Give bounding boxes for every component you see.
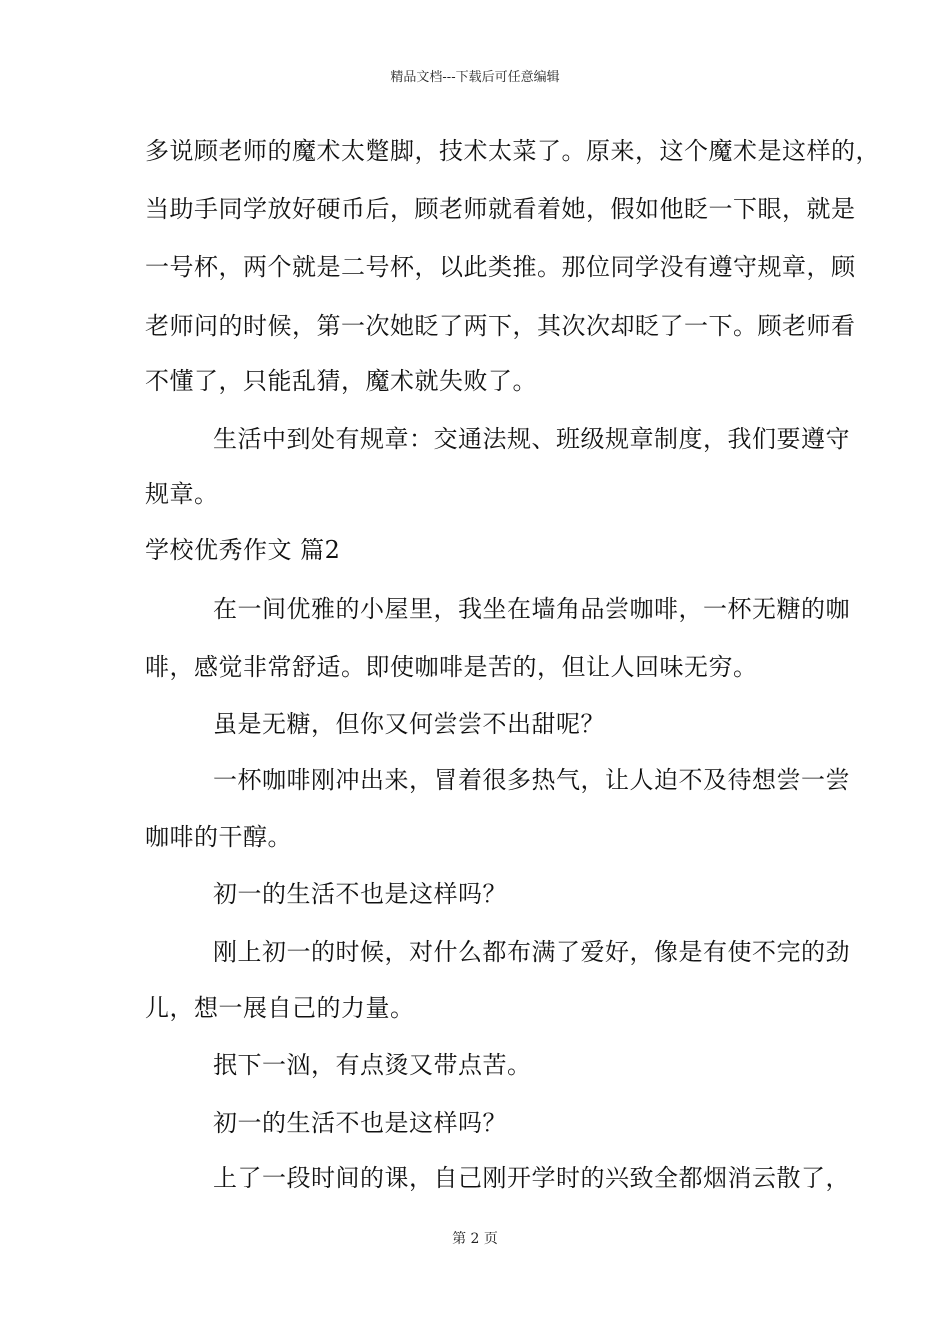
text-line: 一号杯，两个就是二号杯，以此类推。那位同学没有遵守规章，顾 — [145, 253, 856, 281]
text-line: 啡，感觉非常舒适。即使咖啡是苦的，但让人回味无穷。 — [145, 653, 758, 681]
text-line: 抿下一汹，有点烫又带点苦。 — [213, 1051, 532, 1079]
page-header: 精品文档---下载后可任意编辑 — [390, 70, 560, 85]
text-line: 上了一段时间的课，自己刚开学时的兴致全都烟消云散了， — [213, 1164, 850, 1192]
text-line: 初一的生活不也是这样吗？ — [213, 1109, 507, 1137]
text-line: 多说顾老师的魔术太蹩脚，技术太菜了。原来，这个魔术是这样的， — [145, 137, 880, 165]
text-line: 初一的生活不也是这样吗？ — [213, 880, 507, 908]
text-line: 不懂了，只能乱猜，魔术就失败了。 — [145, 367, 537, 395]
text-line: 儿，想一展自己的力量。 — [145, 994, 415, 1022]
page-number: 第 2 页 — [452, 1231, 498, 1247]
text-line: 当助手同学放好硬币后，顾老师就看着她，假如他眨一下眼，就是 — [145, 195, 856, 223]
text-line: 一杯咖啡刚冲出来，冒着很多热气，让人迫不及待想尝一尝 — [213, 766, 850, 794]
text-line: 生活中到处有规章：交通法规、班级规章制度，我们要遵守 — [213, 425, 850, 453]
text-line: 在一间优雅的小屋里，我坐在墙角品尝咖啡，一杯无糖的咖 — [213, 595, 850, 623]
text-line: 老师问的时候，第一次她眨了两下，其次次却眨了一下。顾老师看 — [145, 312, 856, 340]
section-heading: 学校优秀作文 篇2 — [145, 536, 341, 564]
text-line: 虽是无糖，但你又何尝尝不出甜呢？ — [213, 710, 605, 738]
text-line: 规章。 — [145, 480, 219, 508]
text-line: 刚上初一的时候，对什么都布满了爱好，像是有使不完的劲 — [213, 938, 850, 966]
text-line: 咖啡的干醇。 — [145, 823, 292, 851]
